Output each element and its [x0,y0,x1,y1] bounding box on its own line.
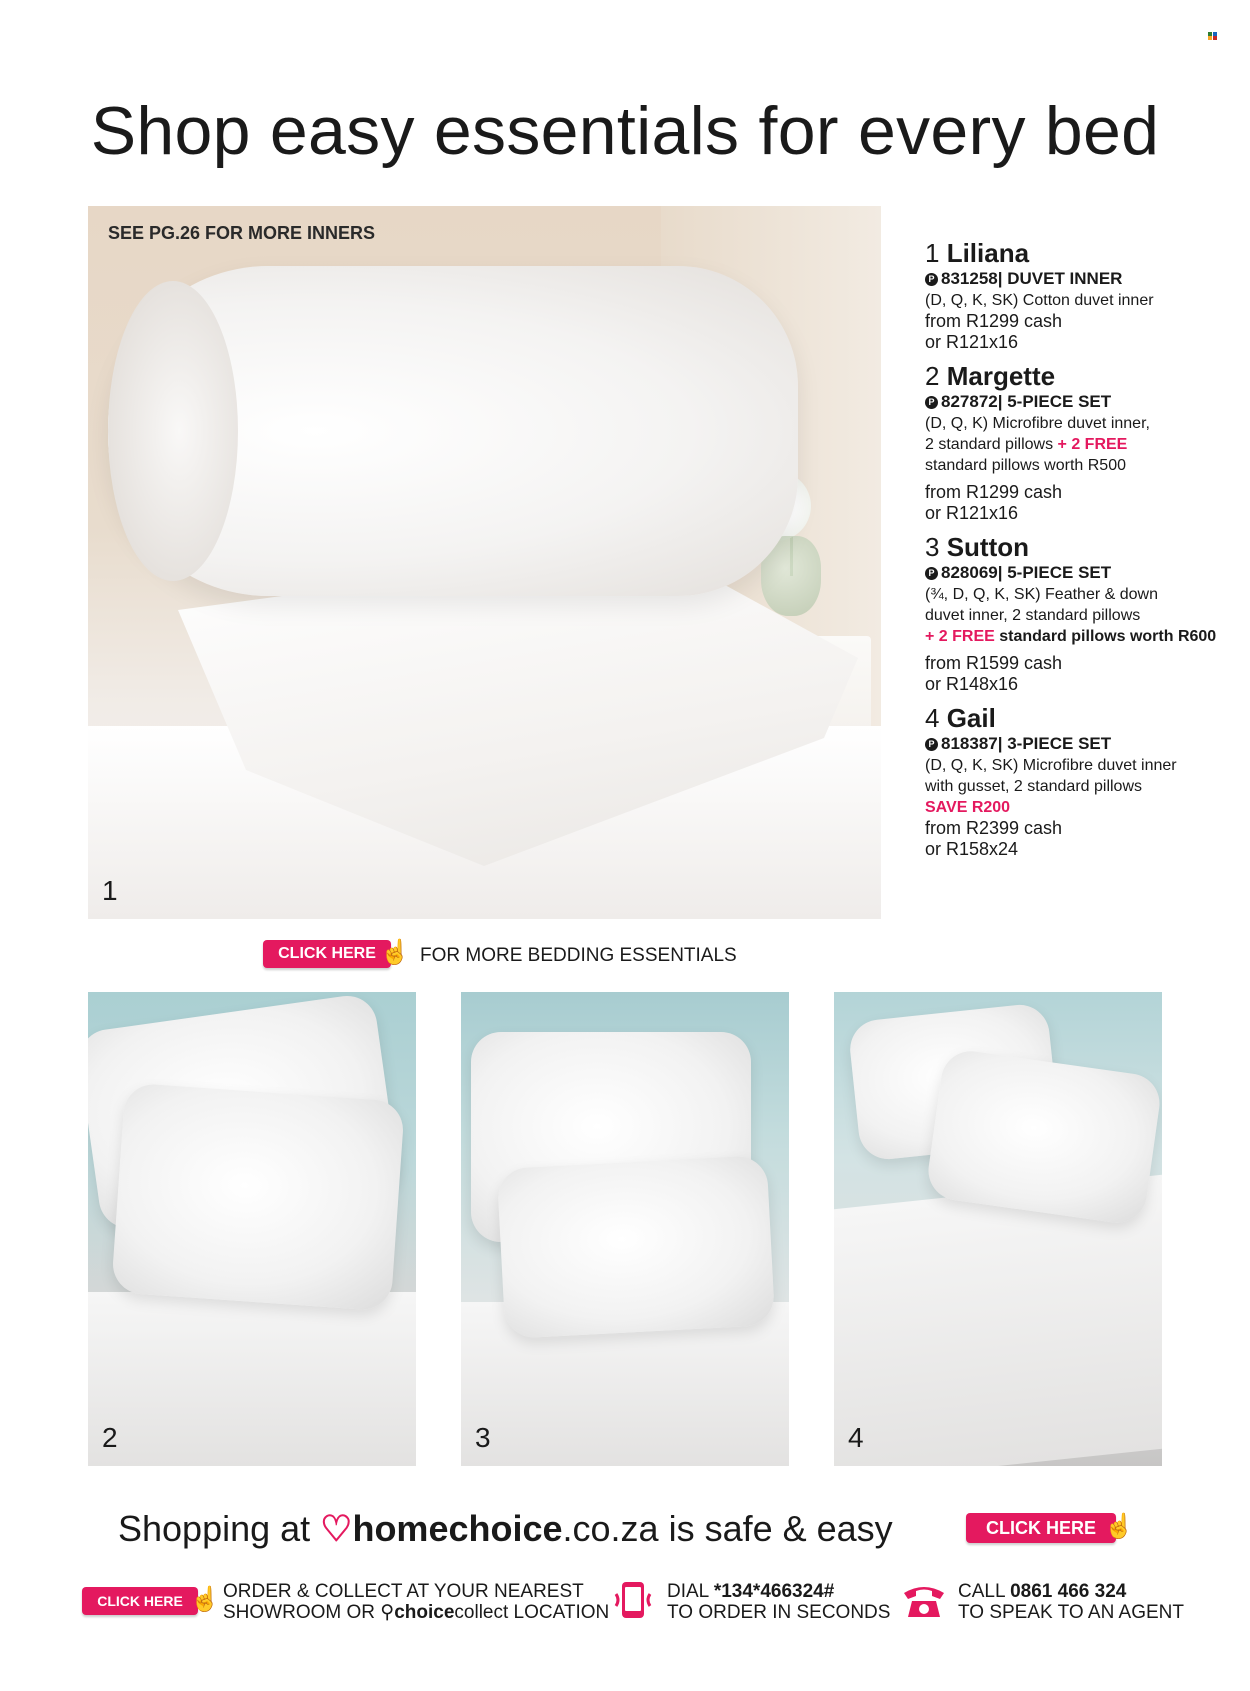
pointing-hand-icon: ☝ [1104,1513,1134,1540]
product-price: from R1299 cash [925,482,1063,502]
product-description: (D, Q, K, SK) Microfibre duvet inner [925,757,1177,774]
product-title: 3 Sutton [925,532,1030,562]
free-offer-detail: standard pillows worth R500 [925,457,1126,474]
order-code-icon: P [925,273,938,286]
product-description: (D, Q, K) Microfibre duvet inner, [925,415,1150,432]
product-instalment: or R158x24 [925,839,1019,859]
telephone-icon [902,1581,946,1619]
image-number: 3 [475,1422,491,1453]
product-description: with gusset, 2 standard pillows [925,778,1142,795]
product-margette [925,361,1235,524]
heart-icon: ♡ [320,1508,353,1549]
product-instalment: or R148x16 [925,674,1019,694]
see-more-inners-label: SEE PG.26 FOR MORE INNERS [108,223,376,243]
product-image-sutton [461,992,789,1466]
corner-logo [1208,32,1218,40]
product-image-margette [88,992,416,1466]
image-number: 2 [102,1422,118,1453]
product-liliana [925,238,1235,353]
dial-order-text: DIAL *134*466324# TO ORDER IN SECONDS [667,1581,891,1623]
product-price: from R1599 cash [925,653,1063,673]
save-badge: SAVE R200 [925,799,1011,816]
product-code: P 831258 | DUVET INNER [925,268,1235,290]
hero-number: 1 [102,875,118,906]
bedding-essentials-text: FOR MORE BEDDING ESSENTIALS [420,945,737,966]
duvet [88,1292,416,1466]
bedding-essentials-click-button[interactable]: CLICK HERE [263,940,391,968]
product-instalment: or R121x16 [925,332,1019,352]
shop-click-button[interactable]: CLICK HERE [966,1513,1116,1543]
product-code: P 818387 | 3-PIECE SET [925,733,1235,755]
product-description: 2 standard pillows + 2 FREE [925,436,1128,453]
product-title: 2 Margette [925,361,1056,391]
product-image-gail [834,992,1162,1466]
hero-image-duvet [88,206,881,919]
page-headline: Shop easy essentials for every bed [90,93,1160,169]
pointing-hand-icon: ☝ [190,1586,220,1613]
product-list [925,238,1235,868]
location-pin-icon: ⚲ [380,1602,395,1623]
rolled-duvet-end [108,281,238,581]
free-offer: + 2 FREE [925,628,995,645]
product-code: P 827872 | 5-PIECE SET [925,391,1235,413]
product-price: from R1299 cash [925,311,1063,331]
pillow [925,1047,1162,1226]
product-title: 1 Liliana [925,238,1030,268]
product-title: 4 Gail [925,703,996,733]
order-collect-text: ORDER & COLLECT AT YOUR NEAREST SHOWROOM OR ⚲choicecollect LOCATION [223,1581,610,1623]
product-code: P 828069 | 5-PIECE SET [925,562,1235,584]
product-description: (D, Q, K, SK) Cotton duvet inner [925,292,1154,309]
pillow [111,1082,405,1311]
free-offer-detail: + 2 FREE standard pillows worth R600 [925,628,1217,645]
product-price: from R2399 cash [925,818,1063,838]
collect-click-button[interactable]: CLICK HERE [82,1587,198,1615]
pointing-hand-icon: ☝ [380,939,410,966]
mobile-phone-icon [614,1580,652,1620]
shopping-safe-tagline: Shopping at ♡homechoice.co.za is safe & easy [118,1508,893,1549]
product-description: (¾, D, Q, K, SK) Feather & down [925,586,1158,603]
product-gail [925,703,1235,860]
pillow [497,1155,776,1339]
order-code-icon: P [925,396,938,409]
product-description: duvet inner, 2 standard pillows [925,607,1141,624]
order-code-icon: P [925,738,938,751]
call-agent-text: CALL 0861 466 324 TO SPEAK TO AN AGENT [958,1581,1184,1623]
order-code-icon: P [925,567,938,580]
product-instalment: or R121x16 [925,503,1019,523]
product-sutton [925,532,1235,695]
image-number: 4 [848,1422,864,1453]
free-offer: + 2 FREE [1057,436,1128,453]
